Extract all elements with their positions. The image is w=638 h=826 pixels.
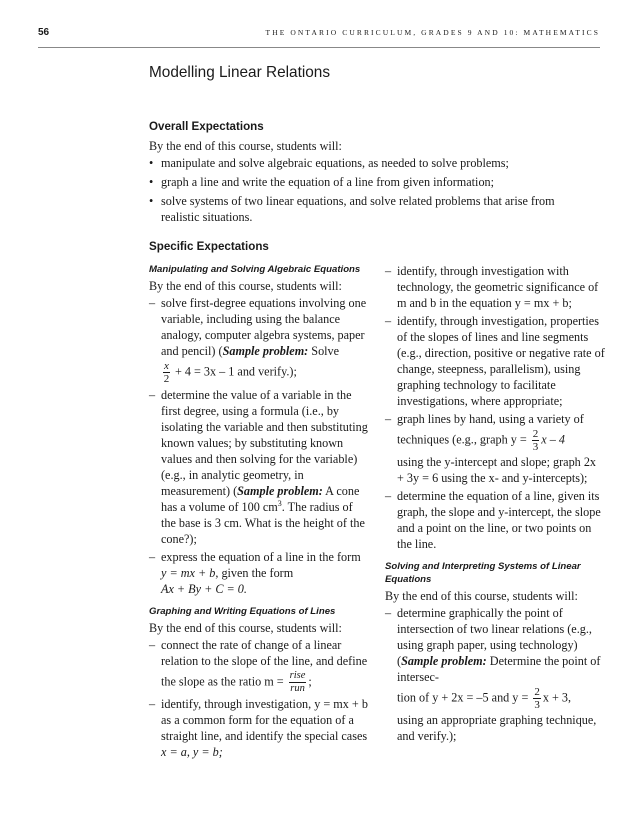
- item-text: using an appropriate graphing technique, and verify.);: [397, 713, 597, 743]
- item-text: ;: [308, 674, 312, 689]
- item-text: x – 4: [541, 432, 565, 447]
- item-text: solve first-degree equations involving one variable, including using the balance analogy, computer algebra systems, paper and pencil) (: [161, 296, 367, 358]
- item-text: the slope as the ratio m =: [161, 674, 284, 689]
- item-text: Determine the point of intersec-: [397, 654, 601, 684]
- bullet-item: • manipulate and solve algebraic equations, as needed to solve problems;: [149, 155, 589, 171]
- expectation-item: [149, 696, 369, 760]
- expectation-item: [149, 387, 369, 547]
- item-text: , given the form: [215, 566, 294, 580]
- expectation-item: [149, 549, 369, 597]
- fraction-2-over-3: $\frac{2}{3}$: [532, 428, 539, 453]
- item-text: Solve: [308, 344, 340, 358]
- expectation-item: [385, 411, 605, 486]
- item-text: graph lines by hand, using a variety of: [397, 412, 584, 426]
- fraction-2-over-3: $\frac{2}{3}$: [534, 686, 540, 711]
- overall-bullets: [149, 155, 589, 228]
- item-text: connect the rate of change of a linear relation to the slope of the line, and define: [161, 638, 368, 668]
- expectation-item: – determine the equation of a line, given its graph, the slope and y-intercept, the slope and a point on the line, or two points on the line.: [385, 488, 605, 552]
- header-rule: [38, 47, 600, 48]
- item-text: determine graphically the point of intersection of two linear relations (e.g., using graph paper, using technology) (: [397, 606, 592, 668]
- expectation-item: – identify, through investigation with technology, the geometric significance of m and b in the equation y = mx + b;: [385, 263, 605, 311]
- overall-heading: Overall Expectations: [149, 120, 264, 133]
- fraction-x-over-2: $\frac{x}{2}$: [163, 360, 170, 385]
- item-text: x + 3,: [542, 690, 572, 705]
- by-end-text: By the end of this course, students will:: [149, 621, 342, 635]
- expectation-item: [385, 605, 605, 744]
- sample-label: Sample problem:: [222, 344, 309, 358]
- right-column: [385, 263, 605, 744]
- item-text: identify, through investigation, y = mx + b as a common form for the equation of a straight line, and identify the special cases: [161, 697, 368, 743]
- expectation-item: [149, 637, 369, 695]
- expectation-item: [149, 295, 369, 385]
- bullet-item: • graph a line and write the equation of a line from given information;: [149, 174, 589, 190]
- page-number: 56: [38, 27, 50, 38]
- sample-label: Sample problem:: [237, 484, 323, 498]
- bullet-item: • solve systems of two linear equations, and solve related problems that arise from realistic situations.: [149, 193, 581, 225]
- superscript: 3: [277, 498, 282, 508]
- equation: Ax + By + C = 0.: [161, 582, 247, 596]
- item-text: express the equation of a line in the form: [161, 550, 361, 564]
- subheading-solving-equations: Manipulating and Solving Algebraic Equations: [149, 264, 361, 275]
- left-column: [149, 263, 369, 760]
- item-text: . The radius of the base is 3 cm. What is the height of the cone?);: [161, 500, 365, 546]
- running-title: THE ONTARIO CURRICULUM, GRADES 9 AND 10: MATHEMATICS: [265, 28, 600, 37]
- by-end-text: By the end of this course, students will:: [385, 589, 578, 603]
- equation: x = a, y = b;: [161, 745, 223, 759]
- page-title: Modelling Linear Relations: [149, 64, 331, 81]
- sample-label: Sample problem:: [401, 654, 487, 668]
- item-text: determine the value of a variable in the first degree, using a formula (i.e., by isolating the variable and then substituting known values; by substituting known values and then solving for the variable) (e.g., in analytic geometry, in measurement) (: [161, 388, 368, 498]
- item-text: A cone has a volume of 100 cm: [161, 484, 360, 514]
- item-text: techniques (e.g., graph y =: [397, 432, 527, 447]
- specific-heading: Specific Expectations: [149, 240, 269, 253]
- equation: y = mx + b: [161, 566, 216, 580]
- fraction-rise-over-run: $\frac{\text{rise}}{\text{run}}$: [289, 670, 306, 694]
- expectation-item: – identify, through investigation, properties of the slopes of lines and line segments (e.g., direction, positive or negative rate of change, steepness, parallelism), using graphing technology to facilitate investigations, where appropriate;: [385, 313, 605, 409]
- overall-intro: By the end of this course, students will:: [149, 139, 342, 153]
- item-text: + 4 = 3x – 1 and verify.);: [171, 364, 297, 379]
- subheading-systems: Solving and Interpreting Systems of Linear Equations: [385, 561, 581, 585]
- item-text: using the y-intercept and slope; graph 2x + 3y = 6 using the x- and y-intercepts);: [397, 455, 597, 485]
- item-text: tion of y + 2x = –5 and y =: [397, 690, 529, 705]
- subheading-graphing-lines: Graphing and Writing Equations of Lines: [149, 606, 336, 617]
- by-end-text: By the end of this course, students will:: [149, 279, 342, 293]
